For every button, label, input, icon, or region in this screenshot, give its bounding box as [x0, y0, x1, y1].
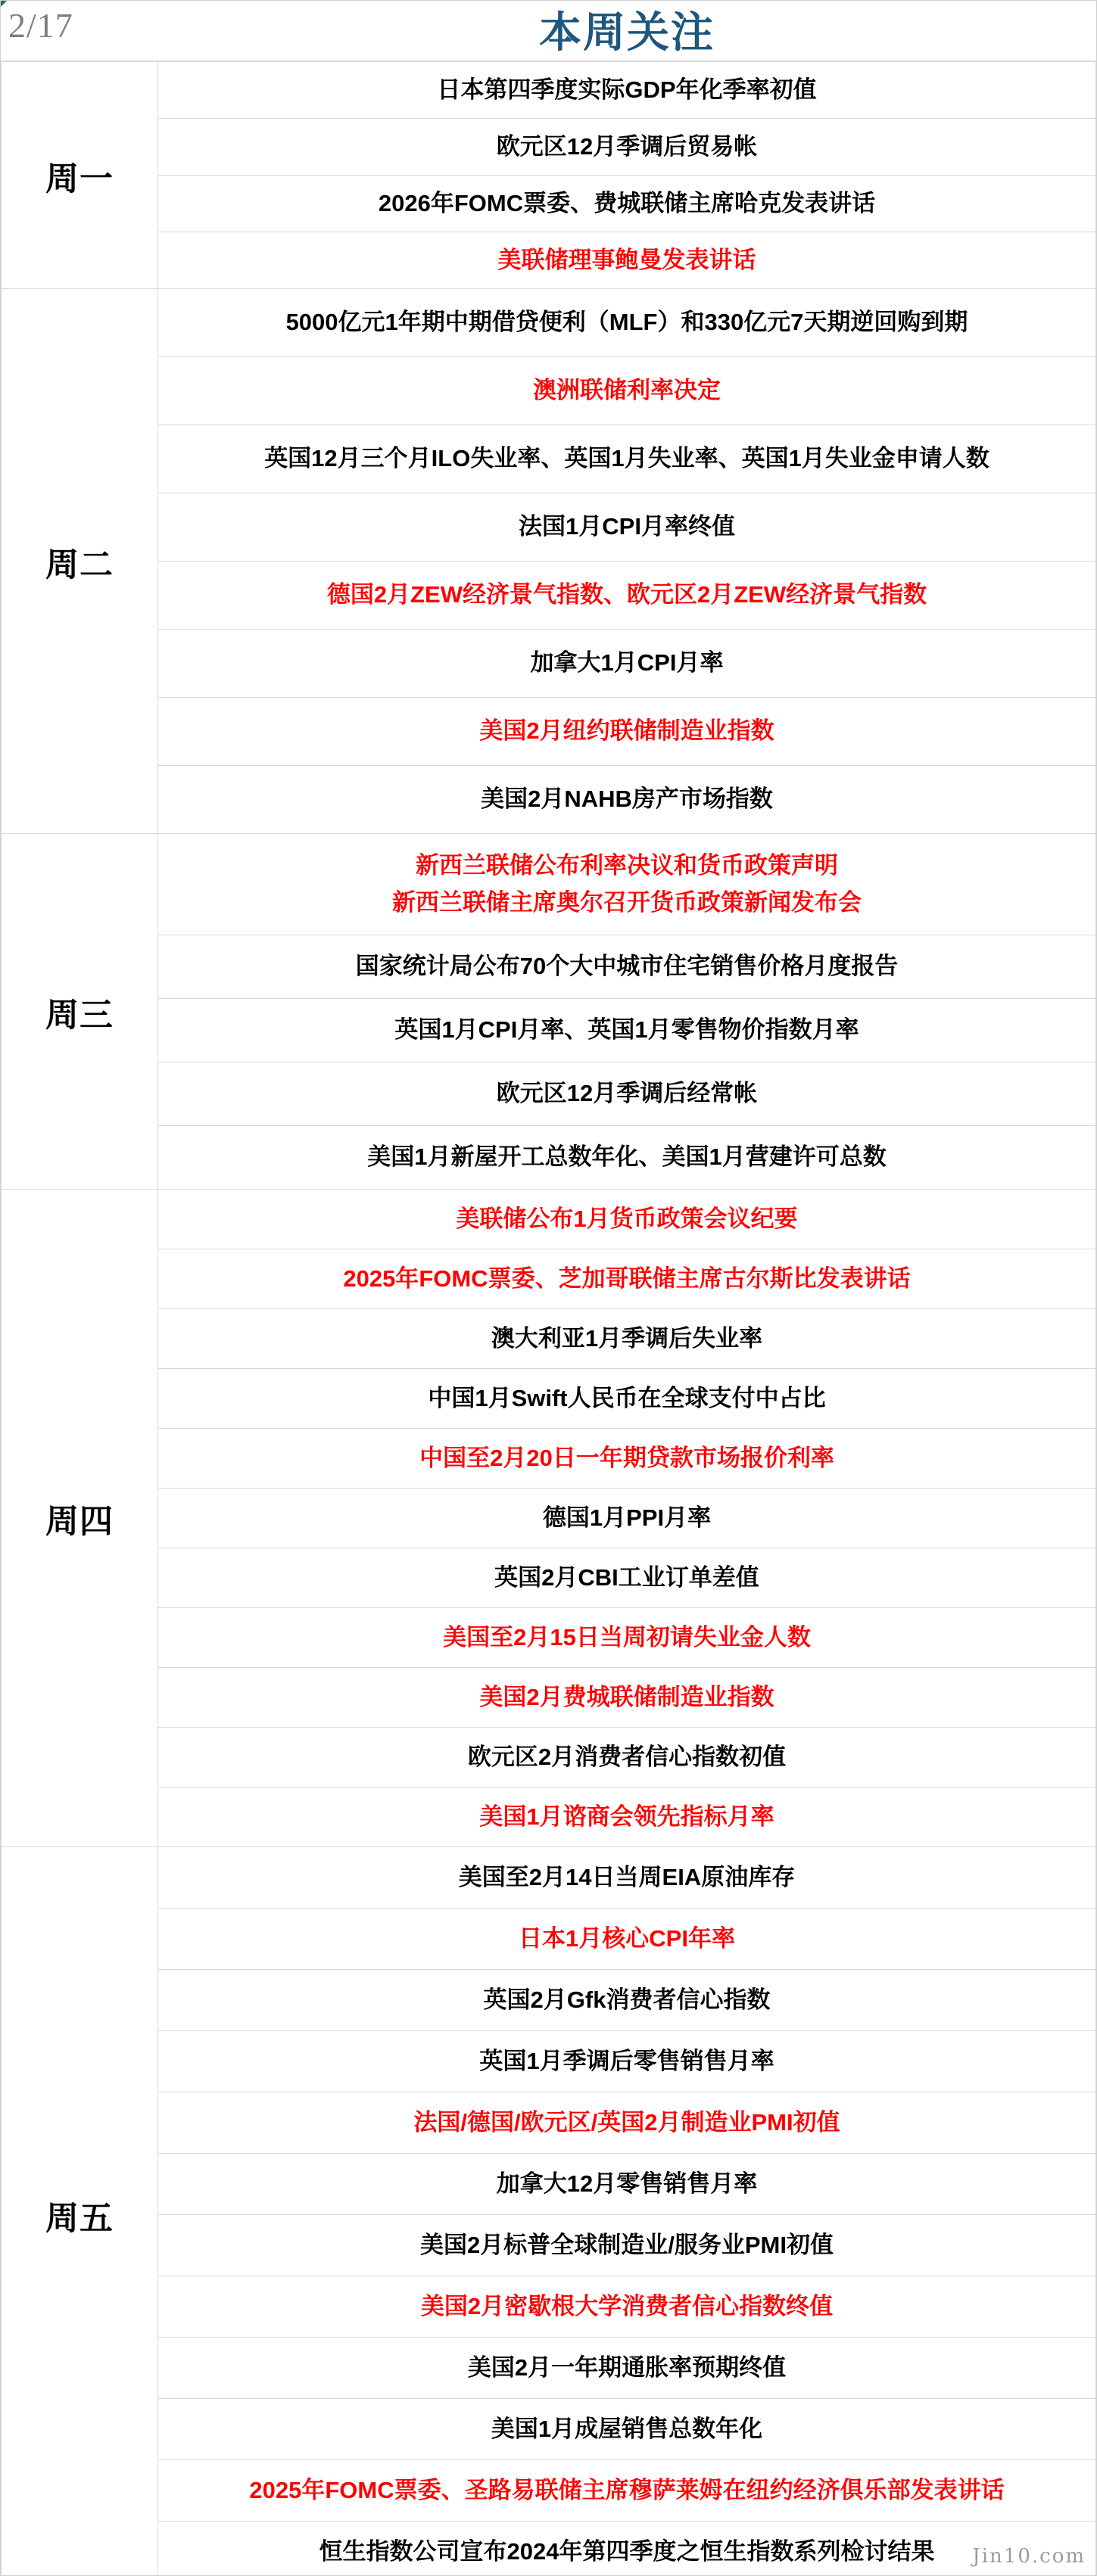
event-row — [2, 834, 1096, 935]
event-row — [2, 2031, 1096, 2092]
event-cell: 美联储公布1月货币政策会议纪要 — [158, 1190, 1096, 1249]
event-cell: 德国1月PPI月率 — [158, 1489, 1096, 1548]
event-cell: 美国2月费城联储制造业指数 — [158, 1668, 1096, 1728]
event-row — [2, 1126, 1096, 1190]
cell-corner-marker-icon — [1, 1, 7, 7]
event-cell: 日本第四季度实际GDP年化季率初值 — [158, 62, 1096, 119]
event-row — [2, 1429, 1096, 1489]
event-row — [2, 232, 1096, 289]
event-cell: 法国/德国/欧元区/英国2月制造业PMI初值 — [158, 2092, 1096, 2154]
event-cell: 美联储理事鲍曼发表讲话 — [158, 232, 1096, 289]
event-row — [2, 562, 1096, 630]
event-cell: 欧元区2月消费者信心指数初值 — [158, 1728, 1096, 1787]
event-cell: 美国1月谘商会领先指标月率 — [158, 1787, 1096, 1847]
event-row — [2, 2092, 1096, 2154]
event-cell: 中国1月Swift人民币在全球支付中占比 — [158, 1369, 1096, 1429]
event-cell: 加拿大12月零售销售月率 — [158, 2154, 1096, 2215]
event-cell: 美国至2月15日当周初请失业金人数 — [158, 1608, 1096, 1668]
calendar-table-body — [2, 62, 1096, 2576]
event-row — [2, 2460, 1096, 2522]
event-cell: 德国2月ZEW经济景气指数、欧元区2月ZEW经济景气指数 — [158, 562, 1096, 630]
watermark: Jin10.com — [972, 2545, 1086, 2568]
event-row — [2, 1909, 1096, 1970]
event-cell: 欧元区12月季调后贸易帐 — [158, 119, 1096, 176]
day-label-mon: 周一 — [2, 62, 158, 289]
event-row — [2, 493, 1096, 562]
event-row — [2, 999, 1096, 1062]
event-cell: 加拿大1月CPI月率 — [158, 630, 1096, 698]
event-row — [2, 1190, 1096, 1249]
event-cell: 美国至2月14日当周EIA原油库存 — [158, 1847, 1096, 1909]
event-cell: 英国2月CBI工业订单差值 — [158, 1548, 1096, 1608]
event-row — [2, 1970, 1096, 2031]
event-cell: 美国2月一年期通胀率预期终值 — [158, 2338, 1096, 2399]
day-label-tue: 周二 — [2, 289, 158, 834]
event-cell: 澳大利亚1月季调后失业率 — [158, 1309, 1096, 1369]
event-row — [2, 1369, 1096, 1429]
event-row — [2, 630, 1096, 698]
event-row — [2, 176, 1096, 232]
event-cell: 2025年FOMC票委、芝加哥联储主席古尔斯比发表讲话 — [158, 1249, 1096, 1309]
event-cell: 美国2月标普全球制造业/服务业PMI初值 — [158, 2215, 1096, 2276]
event-row — [2, 425, 1096, 493]
event-row — [2, 2154, 1096, 2215]
page-title: 本周关注 — [539, 8, 715, 56]
event-row — [2, 1728, 1096, 1787]
event-cell: 美国2月密歇根大学消费者信心指数终值 — [158, 2276, 1096, 2338]
event-cell: 美国2月纽约联储制造业指数 — [158, 698, 1096, 766]
event-row — [2, 1668, 1096, 1728]
event-row — [2, 1249, 1096, 1309]
event-cell: 英国2月Gfk消费者信心指数 — [158, 1970, 1096, 2031]
event-cell: 中国至2月20日一年期贷款市场报价利率 — [158, 1429, 1096, 1489]
day-label-thu: 周四 — [2, 1190, 158, 1847]
event-cell: 5000亿元1年期中期借贷便利（MLF）和330亿元7天期逆回购到期 — [158, 289, 1096, 357]
date-label: 2/17 — [8, 6, 73, 45]
event-row — [2, 2276, 1096, 2338]
event-cell: 新西兰联储公布利率决议和货币政策声明 新西兰联储主席奥尔召开货币政策新闻发布会 — [158, 834, 1096, 935]
event-cell: 澳洲联储利率决定 — [158, 357, 1096, 425]
event-row — [2, 119, 1096, 176]
event-cell: 2026年FOMC票委、费城联储主席哈克发表讲话 — [158, 176, 1096, 232]
event-cell: 英国12月三个月ILO失业率、英国1月失业率、英国1月失业金申请人数 — [158, 425, 1096, 493]
event-row — [2, 357, 1096, 425]
event-row — [2, 1787, 1096, 1847]
event-row — [2, 1548, 1096, 1608]
event-row — [2, 1489, 1096, 1548]
event-cell: 法国1月CPI月率终值 — [158, 493, 1096, 562]
event-row — [2, 2215, 1096, 2276]
day-label-wed: 周三 — [2, 834, 158, 1190]
event-cell: 英国1月CPI月率、英国1月零售物价指数月率 — [158, 999, 1096, 1062]
event-row — [2, 935, 1096, 999]
event-row — [2, 2522, 1096, 2576]
event-cell: 国家统计局公布70个大中城市住宅销售价格月度报告 — [158, 935, 1096, 999]
event-cell: 恒生指数公司宣布2024年第四季度之恒生指数系列检讨结果 — [158, 2522, 1096, 2576]
event-cell: 英国1月季调后零售销售月率 — [158, 2031, 1096, 2092]
event-cell: 美国2月NAHB房产市场指数 — [158, 766, 1096, 834]
event-row — [2, 698, 1096, 766]
sheet-header — [1, 1, 1096, 61]
event-row — [2, 1309, 1096, 1369]
event-cell: 日本1月核心CPI年率 — [158, 1909, 1096, 1970]
event-cell: 美国1月成屋销售总数年化 — [158, 2399, 1096, 2460]
event-cell: 2025年FOMC票委、圣路易联储主席穆萨莱姆在纽约经济俱乐部发表讲话 — [158, 2460, 1096, 2522]
event-row — [2, 1608, 1096, 1668]
event-row — [2, 289, 1096, 357]
event-cell: 欧元区12月季调后经常帐 — [158, 1062, 1096, 1126]
event-row — [2, 1062, 1096, 1126]
event-row — [2, 2338, 1096, 2399]
event-row — [2, 1847, 1096, 1909]
event-row — [2, 62, 1096, 119]
event-row — [2, 2399, 1096, 2460]
event-cell: 美国1月新屋开工总数年化、美国1月营建许可总数 — [158, 1126, 1096, 1190]
event-row — [2, 766, 1096, 834]
calendar-table — [1, 61, 1096, 2576]
day-label-fri: 周五 — [2, 1847, 158, 2576]
